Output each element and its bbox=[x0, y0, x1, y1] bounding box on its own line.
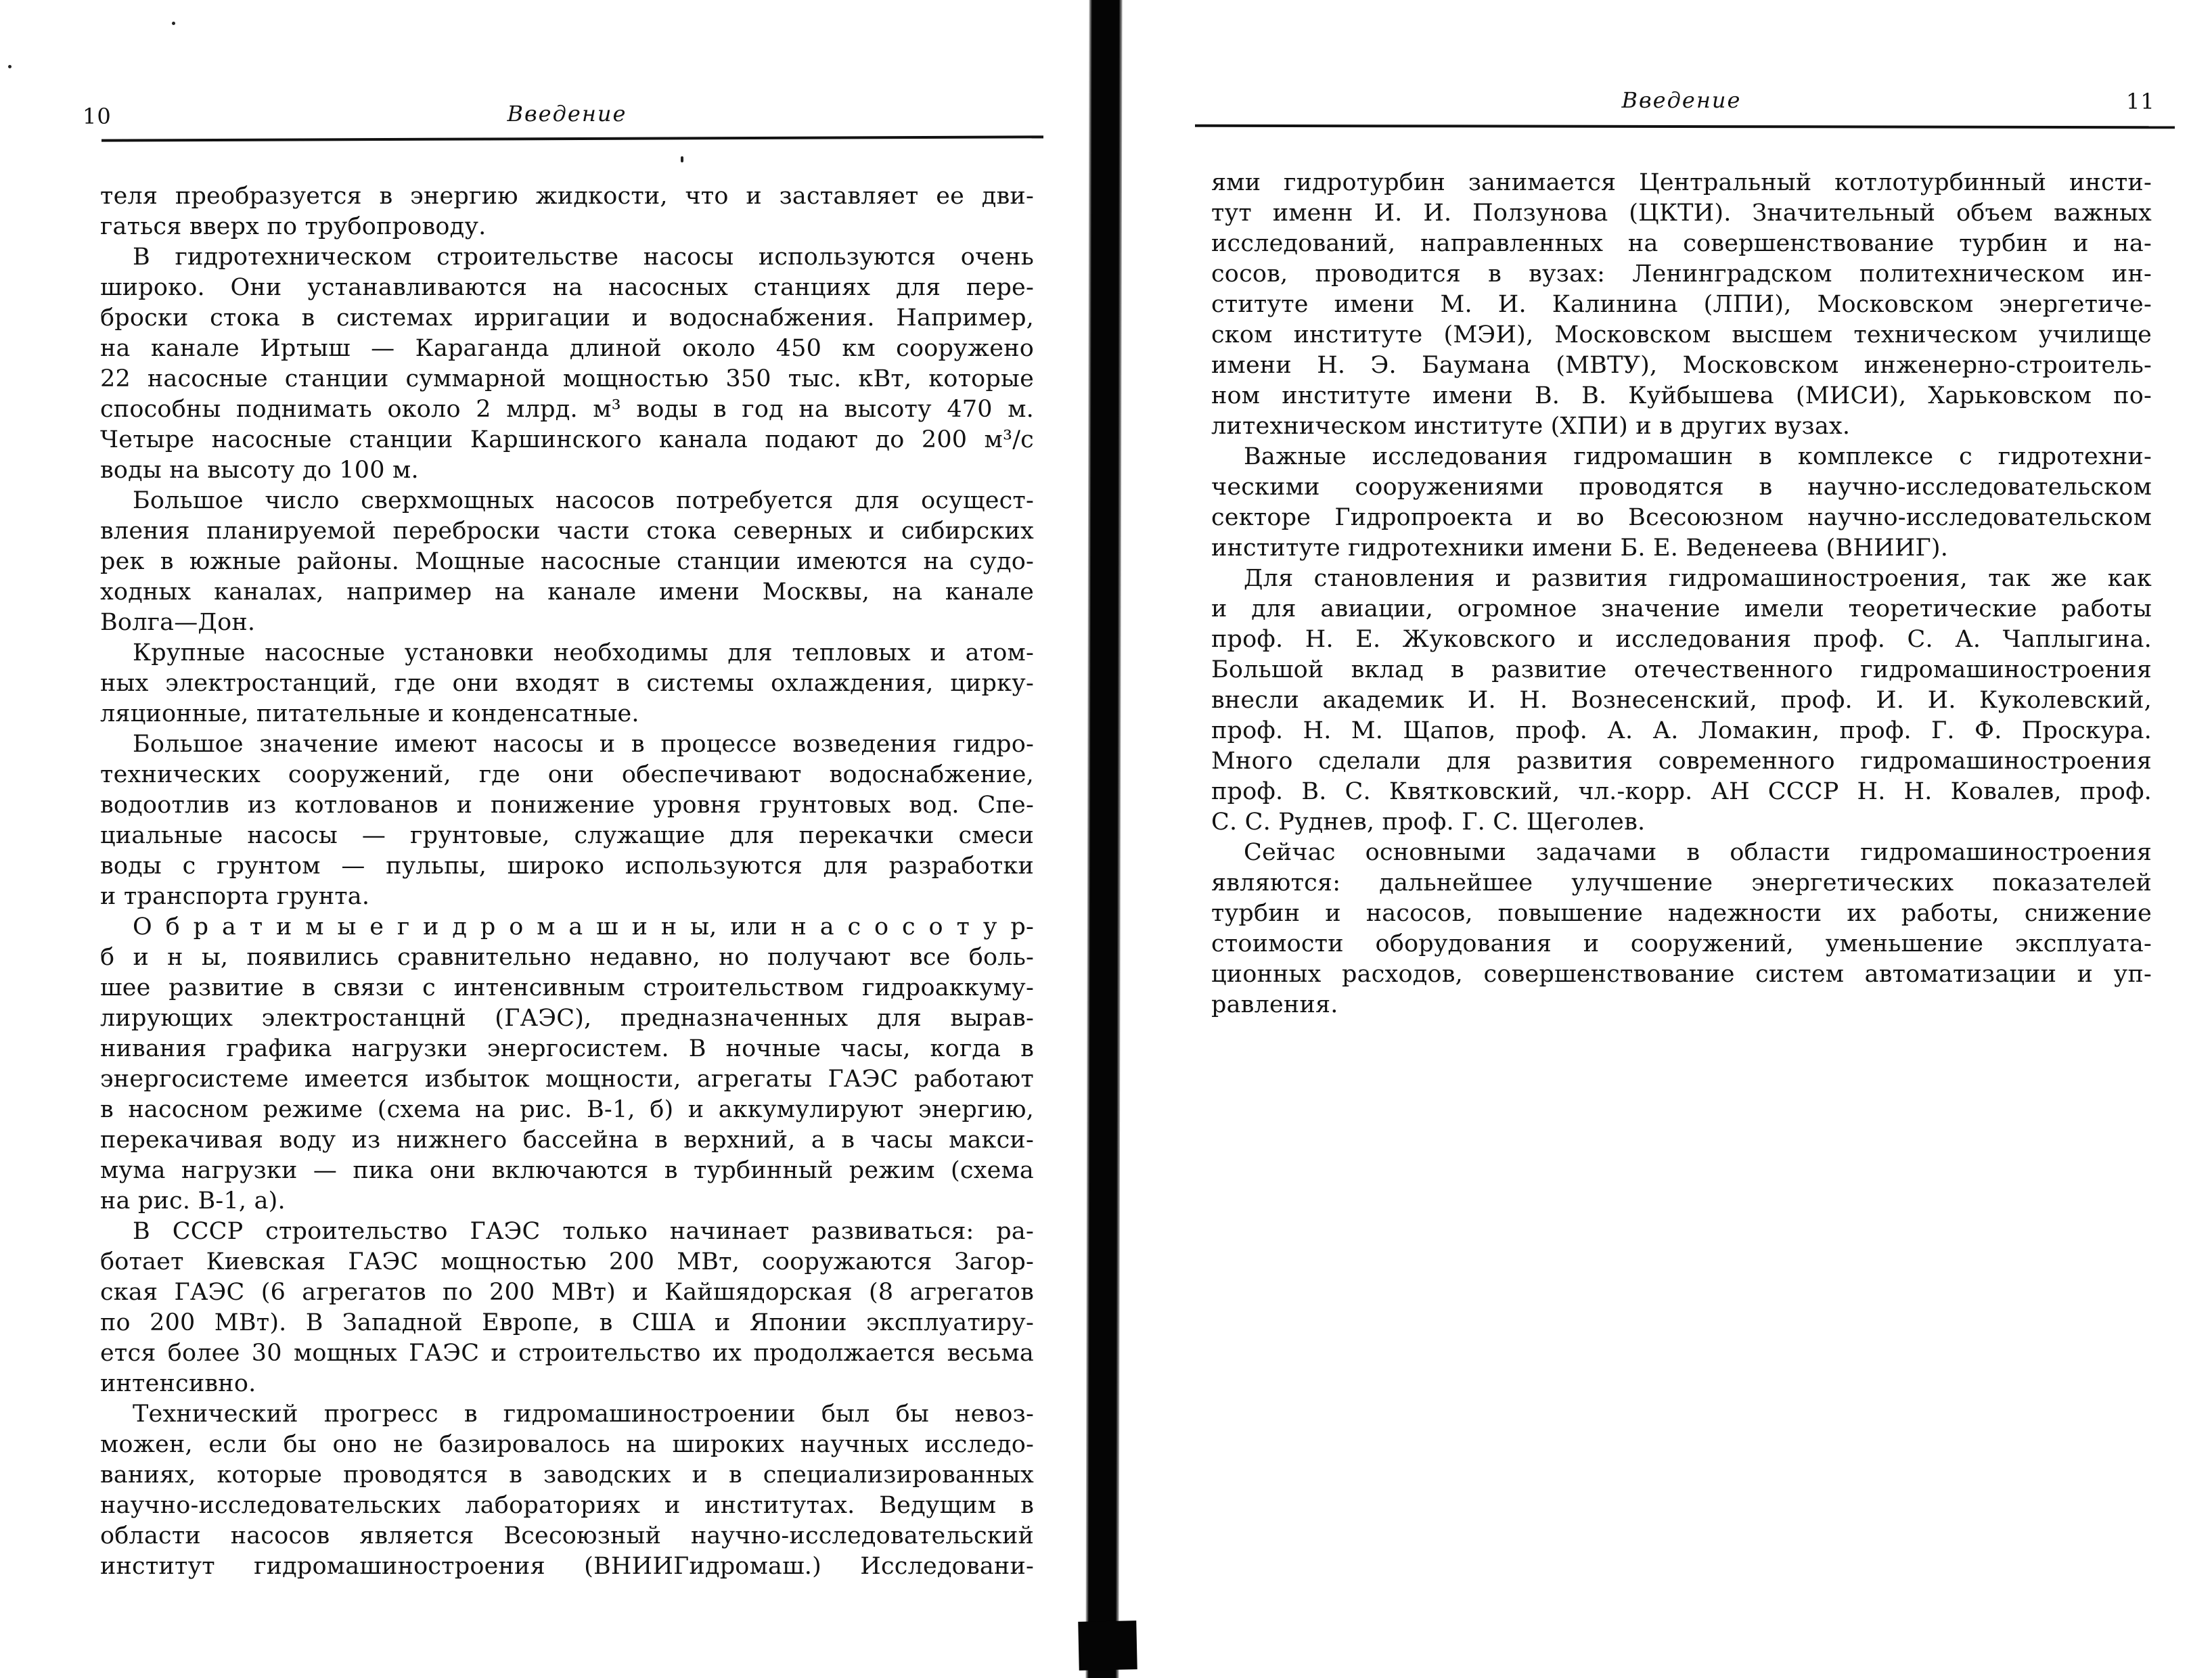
text-line: проф. В. С. Квятковский, чл.-корр. АН СССР Н. Н. Ковалев, проф. bbox=[1211, 778, 2152, 805]
text-line: способны поднимать около 2 млрд. м³ воды в год на высоту 470 м. bbox=[100, 396, 1034, 423]
text-line: исследований, направленных на совершенствование турбин и на- bbox=[1211, 230, 2152, 257]
text-line: Большое значение имеют насосы и в процессе возведения гидро- bbox=[133, 731, 1034, 758]
text-line: перекачивая воду из нижнего бассейна в верхний, а в часы макси- bbox=[100, 1127, 1034, 1154]
paragraph bbox=[1211, 442, 2152, 564]
text-line: водоотлив из котлованов и понижение уровня грунтовых вод. Спе- bbox=[100, 792, 1034, 819]
text-line: сосов, проводится в вузах: Ленинградском политехническом ин- bbox=[1211, 260, 2152, 288]
running-title-left: Введение bbox=[507, 101, 627, 127]
text-line: б и н ы, появились сравнительно недавно, но получают все боль- bbox=[100, 944, 1034, 971]
text-line: ходных каналах, например на канале имени Москвы, на канале bbox=[100, 579, 1034, 606]
text-line: ституте имени М. И. Калинина (ЛПИ), Московском энергетиче- bbox=[1211, 291, 2152, 318]
text-line: ботает Киевская ГАЭС мощностью 200 МВт, сооружаются Загор- bbox=[100, 1248, 1034, 1275]
paragraph bbox=[1211, 838, 2152, 1020]
text-line: мума нагрузки — пика они включаются в турбинный режим (схема bbox=[100, 1157, 1034, 1184]
text-line: ном институте имени В. В. Куйбышева (МИСИ), Харьковском по- bbox=[1211, 382, 2152, 409]
text-line: внесли академик И. Н. Вознесенский, проф. И. И. Куколевский, bbox=[1211, 687, 2152, 714]
text-line: проф. Н. М. Щапов, проф. А. А. Ломакин, проф. Г. Ф. Проскура. bbox=[1211, 717, 2152, 744]
text-line: броски стока в системах ирригации и водоснабжения. Например, bbox=[100, 304, 1034, 332]
text-line: имени Н. Э. Баумана (МВТУ), Московском инженерно-строитель- bbox=[1211, 352, 2152, 379]
text-line: Четыре насосные станции Каршинского канала подают до 200 м³/с bbox=[100, 426, 1034, 453]
text-line: энергосистеме имеется избыток мощности, агрегаты ГАЭС работают bbox=[100, 1066, 1034, 1093]
page-number-left: 10 bbox=[83, 104, 112, 129]
text-line: интенсивно. bbox=[100, 1370, 256, 1397]
text-line: Большой вклад в развитие отечественного гидромашиностроения bbox=[1211, 656, 2152, 683]
text-line: на рис. В-1, а). bbox=[100, 1187, 286, 1215]
text-line: Для становления и развития гидромашиностроения, так же как bbox=[1244, 565, 2152, 592]
paragraph bbox=[1211, 168, 2152, 442]
text-line: воды на высоту до 100 м. bbox=[100, 457, 419, 484]
text-line: ется более 30 мощных ГАЭС и строительство их продолжается весьма bbox=[100, 1340, 1034, 1367]
text-line: циальные насосы — грунтовые, служащие для перекачки смеси bbox=[100, 822, 1034, 849]
scan-speck bbox=[681, 156, 683, 162]
text-line: и транспорта грунта. bbox=[100, 883, 370, 910]
text-line: ями гидротурбин занимается Центральный котлотурбинный инсти- bbox=[1211, 169, 2152, 196]
text-line: ляционные, питательные и конденсатные. bbox=[100, 700, 639, 727]
text-line: ском институте (МЭИ), Московском высшем техническом училище bbox=[1211, 321, 2152, 348]
text-line: В СССР строительство ГАЭС только начинает развиваться: ра- bbox=[133, 1218, 1034, 1245]
paragraph bbox=[100, 242, 1034, 486]
text-line: ская ГАЭС (6 агрегатов по 200 МВт) и Кайшядорская (8 агрегатов bbox=[100, 1279, 1034, 1306]
header-rule-left bbox=[101, 135, 1043, 141]
scan-speck bbox=[8, 65, 12, 68]
text-line: стоимости оборудования и сооружений, уменьшение эксплуата- bbox=[1211, 930, 2152, 957]
text-line: ных электростанций, где они входят в системы охлаждения, цирку- bbox=[100, 670, 1034, 697]
text-line: В гидротехническом строительстве насосы используются очень bbox=[133, 244, 1034, 271]
text-line: вления планируемой переброски части стока северных и сибирских bbox=[100, 518, 1034, 545]
page-body-left bbox=[100, 181, 1034, 1582]
text-line: Важные исследования гидромашин в комплексе с гидротехни- bbox=[1244, 443, 2152, 470]
text-line: в насосном режиме (схема на рис. В-1, б) и аккумулируют энергию, bbox=[100, 1096, 1034, 1123]
paragraph bbox=[1211, 564, 2152, 838]
scan-speck bbox=[172, 22, 175, 25]
text-line: О б р а т и м ы е г и д р о м а ш и н ы, или н а с о с о т у р- bbox=[133, 913, 1034, 940]
text-line: по 200 МВт). В Западной Европе, в США и Японии эксплуатиру- bbox=[100, 1309, 1034, 1336]
text-line: области насосов является Всесоюзный научно-исследовательский bbox=[100, 1522, 1034, 1549]
paragraph bbox=[100, 486, 1034, 638]
text-line: теля преобразуется в энергию жидкости, что и заставляет ее дви- bbox=[100, 183, 1034, 210]
text-line: проф. Н. Е. Жуковского и исследования проф. С. А. Чаплыгина. bbox=[1211, 626, 2152, 653]
book-gutter-shadow bbox=[1085, 0, 1122, 1678]
paragraph bbox=[100, 912, 1034, 1217]
text-line: ваниях, которые проводятся в заводских и в специализированных bbox=[100, 1461, 1034, 1489]
text-line: 22 насосные станции суммарной мощностью 350 тыс. кВт, которые bbox=[100, 365, 1034, 392]
paragraph bbox=[100, 1399, 1034, 1582]
text-line: шее развитие в связи с интенсивным строительством гидроаккуму- bbox=[100, 974, 1034, 1001]
text-line: научно-исследовательских лабораториях и институтах. Ведущим в bbox=[100, 1492, 1034, 1519]
text-line: являются: дальнейшее улучшение энергетических показателей bbox=[1211, 869, 2152, 897]
text-line: Много сделали для развития современного гидромашиностроения bbox=[1211, 748, 2152, 775]
page-body-right bbox=[1211, 168, 2152, 1020]
page-number-right: 11 bbox=[2126, 89, 2155, 114]
text-line: на канале Иртыш — Караганда длиной около 450 км сооружено bbox=[100, 335, 1034, 362]
text-line: секторе Гидропроекта и во Всесоюзном научно-исследовательском bbox=[1211, 504, 2152, 531]
text-line: турбин и насосов, повышение надежности их работы, снижение bbox=[1211, 900, 2152, 927]
text-line: Технический прогресс в гидромашиностроении был бы невоз- bbox=[133, 1401, 1034, 1428]
text-line: рек в южные районы. Мощные насосные станции имеются на судо- bbox=[100, 548, 1034, 575]
header-rule-right bbox=[1195, 124, 2175, 129]
text-line: нивания графика нагрузки энергосистем. В ночные часы, когда в bbox=[100, 1035, 1034, 1062]
text-line: Сейчас основными задачами в области гидромашиностроения bbox=[1244, 839, 2152, 866]
text-line: институт гидромашиностроения (ВНИИГидромаш.) Исследовани- bbox=[100, 1553, 1034, 1580]
text-line: ционных расходов, совершенствование систем автоматизации и уп- bbox=[1211, 961, 2152, 988]
text-line: гаться вверх по трубопроводу. bbox=[100, 213, 487, 240]
text-line: технических сооружений, где они обеспечивают водоснабжение, bbox=[100, 761, 1034, 788]
text-line: можен, если бы оно не базировалось на широких научных исследо- bbox=[100, 1431, 1034, 1458]
text-line: и для авиации, огромное значение имели теоретические работы bbox=[1211, 595, 2152, 622]
text-line: Большое число сверхмощных насосов потребуется для осущест- bbox=[133, 487, 1034, 514]
paragraph bbox=[100, 729, 1034, 912]
text-line: институте гидротехники имени Б. Е. Веденеева (ВНИИГ). bbox=[1211, 535, 1949, 562]
text-line: С. С. Руднев, проф. Г. С. Щеголев. bbox=[1211, 809, 1646, 836]
text-line: литехническом институте (ХПИ) и в других вузах. bbox=[1211, 413, 1851, 440]
text-line: воды с грунтом — пульпы, широко используются для разработки bbox=[100, 853, 1034, 880]
text-line: ческими сооружениями проводятся в научно-исследовательском bbox=[1211, 474, 2152, 501]
text-line: Волга—Дон. bbox=[100, 609, 256, 636]
text-line: широко. Они устанавливаются на насосных станциях для пере- bbox=[100, 274, 1034, 301]
text-line: тут именн И. И. Ползунова (ЦКТИ). Значительный объем важных bbox=[1211, 200, 2152, 227]
text-line: лирующих электростанцнй (ГАЭС), предназначенных для вырав- bbox=[100, 1005, 1034, 1032]
paragraph bbox=[100, 638, 1034, 729]
paragraph bbox=[100, 181, 1034, 242]
book-gutter-shadow-bottom bbox=[1078, 1620, 1137, 1671]
text-line: равления. bbox=[1211, 991, 1338, 1018]
text-line: Крупные насосные установки необходимы для тепловых и атом- bbox=[133, 639, 1034, 666]
running-title-right: Введение bbox=[1621, 87, 1742, 113]
paragraph bbox=[100, 1217, 1034, 1399]
